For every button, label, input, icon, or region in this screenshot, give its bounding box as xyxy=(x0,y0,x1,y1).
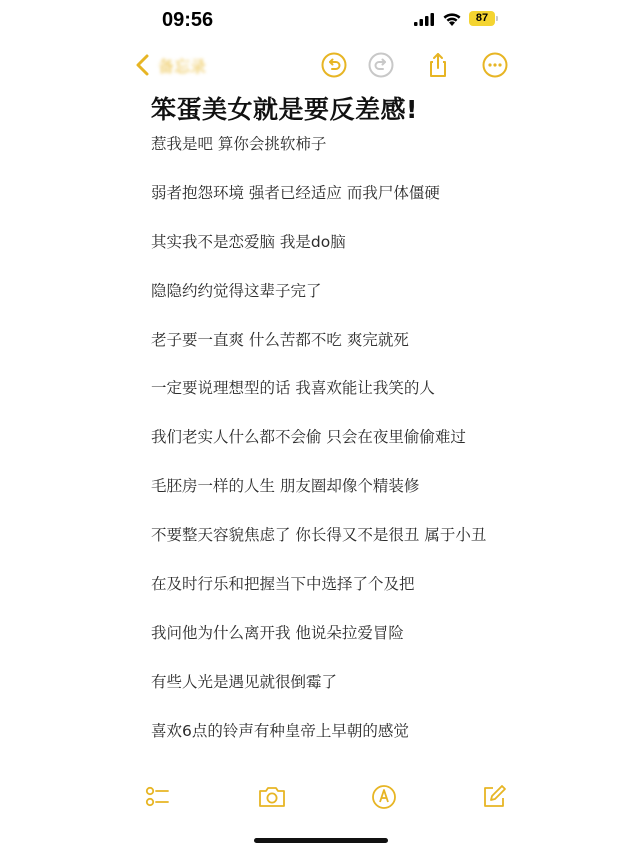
note-line[interactable]: 弱者抱怨环境 强者已经适应 而我尸体僵硬 xyxy=(151,183,440,202)
home-indicator[interactable] xyxy=(254,838,388,843)
cellular-signal-icon xyxy=(414,13,434,26)
note-line[interactable]: 隐隐约约觉得这辈子完了 xyxy=(151,281,322,300)
share-button[interactable] xyxy=(424,51,452,79)
back-label: 备忘录 xyxy=(158,56,207,76)
note-line[interactable]: 喜欢6点的铃声有种皇帝上早朝的感觉 xyxy=(151,721,409,740)
undo-icon xyxy=(320,51,348,79)
status-time: 09:56 xyxy=(162,9,214,31)
more-icon xyxy=(481,51,509,79)
battery-icon: 87 xyxy=(469,11,495,26)
note-line[interactable]: 惹我是吧 算你会挑软柿子 xyxy=(151,135,327,153)
camera-icon xyxy=(257,782,287,812)
share-icon xyxy=(424,51,452,79)
note-line[interactable]: 不要整天容貌焦虑了 你长得又不是很丑 属于小丑 xyxy=(151,526,487,545)
status-bar xyxy=(0,0,640,40)
undo-button[interactable] xyxy=(320,51,348,79)
battery-tip xyxy=(496,16,498,21)
note-line[interactable]: 我问他为什么离开我 他说朵拉爱冒险 xyxy=(151,623,404,642)
note-line[interactable]: 老子要一直爽 什么苦都不吃 爽完就死 xyxy=(151,330,409,349)
wifi-icon xyxy=(442,11,462,27)
compose-button[interactable] xyxy=(479,782,509,812)
redo-icon xyxy=(367,51,395,79)
checklist-icon xyxy=(143,782,173,812)
bottom-toolbar xyxy=(0,780,640,816)
markup-pen-icon xyxy=(369,782,399,812)
note-line[interactable]: 一定要说理想型的话 我喜欢能让我笑的人 xyxy=(151,379,435,398)
more-button[interactable] xyxy=(481,51,509,79)
note-line[interactable]: 有些人光是遇见就很倒霉了 xyxy=(151,672,338,691)
note-line[interactable]: 其实我不是恋爱脑 我是do脑 xyxy=(151,232,346,251)
redo-button[interactable] xyxy=(367,51,395,79)
markup-button[interactable] xyxy=(369,782,399,812)
note-body[interactable] xyxy=(151,92,591,770)
checklist-button[interactable] xyxy=(143,782,173,812)
note-line[interactable]: 毛胚房一样的人生 朋友圈却像个精装修 xyxy=(151,477,420,496)
compose-icon xyxy=(479,782,509,812)
nav-bar xyxy=(0,44,640,86)
note-lines xyxy=(151,134,591,770)
note-title[interactable]: 笨蛋美女就是要反差感! xyxy=(151,95,418,124)
note-line[interactable]: 我们老实人什么都不会偷 只会在夜里偷偷难过 xyxy=(151,428,466,447)
back-button[interactable] xyxy=(134,52,206,78)
note-line[interactable]: 在及时行乐和把握当下中选择了个及把 xyxy=(151,575,415,594)
chevron-left-icon xyxy=(134,53,154,77)
camera-button[interactable] xyxy=(257,782,287,812)
